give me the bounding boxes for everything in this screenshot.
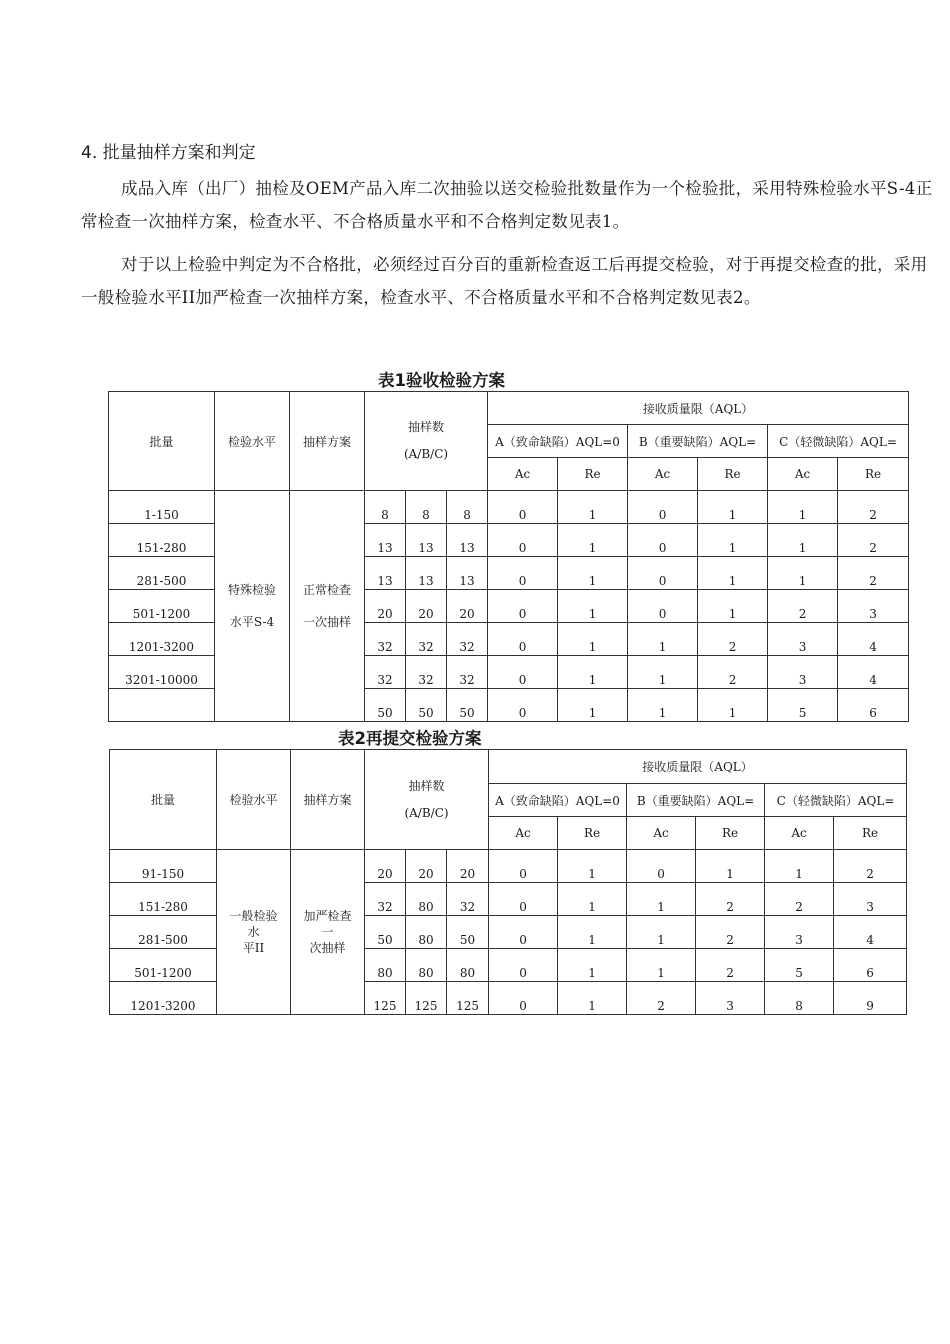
re-c-cell: 4 <box>838 623 909 656</box>
ac-c-cell: 5 <box>765 949 834 982</box>
ac-b-cell: 1 <box>628 656 698 689</box>
ac-a-cell: 0 <box>488 557 558 590</box>
ac-a-cell: 0 <box>489 916 558 949</box>
lot-size-cell: 501-1200 <box>109 590 215 623</box>
sample-a-cell: 13 <box>365 524 406 557</box>
sample-b-cell: 125 <box>406 982 447 1015</box>
re-b-cell: 1 <box>698 689 768 722</box>
sample-c-cell: 50 <box>447 916 489 949</box>
header-aql-b: B（重要缺陷）AQL= <box>628 425 768 458</box>
header-ac-c: Ac <box>768 458 838 491</box>
header-lot: 批量 <box>109 392 215 491</box>
header-aql: 接收质量限（AQL） <box>489 750 907 784</box>
lot-size-cell: 1-150 <box>109 491 215 524</box>
ac-b-cell: 0 <box>628 491 698 524</box>
re-c-cell: 4 <box>838 656 909 689</box>
re-a-cell: 1 <box>558 982 627 1015</box>
header-sample-label: 抽样数 <box>408 420 445 434</box>
merged-cell-line: 次抽样 <box>309 941 346 955</box>
sample-a-cell: 20 <box>365 590 406 623</box>
re-c-cell: 2 <box>838 524 909 557</box>
re-c-cell: 6 <box>834 949 907 982</box>
re-a-cell: 1 <box>558 949 627 982</box>
re-b-cell: 2 <box>698 623 768 656</box>
lot-size-cell <box>109 689 215 722</box>
lot-size-cell: 1201-3200 <box>109 623 215 656</box>
ac-b-cell: 1 <box>628 689 698 722</box>
header-aql-b: B（重要缺陷）AQL= <box>627 784 765 817</box>
sampling-plan-cell <box>290 491 365 722</box>
lot-size-cell: 1201-3200 <box>110 982 217 1015</box>
re-c-cell: 3 <box>838 590 909 623</box>
section-heading: 4. 批量抽样方案和判定 <box>81 143 256 163</box>
sample-c-cell: 20 <box>447 850 489 883</box>
merged-cell-line: 水平S-4 <box>229 615 275 629</box>
re-c-cell: 9 <box>834 982 907 1015</box>
lot-size-cell: 151-280 <box>109 524 215 557</box>
sample-b-cell: 50 <box>406 689 447 722</box>
sample-a-cell: 20 <box>365 850 406 883</box>
re-c-cell: 2 <box>838 491 909 524</box>
ac-a-cell: 0 <box>488 689 558 722</box>
header-sample-size <box>365 750 489 850</box>
lot-size-cell: 91-150 <box>110 850 217 883</box>
table-row <box>110 850 907 883</box>
merged-cell-line: 一 <box>321 925 334 939</box>
ac-a-cell: 0 <box>488 590 558 623</box>
re-a-cell: 1 <box>558 656 628 689</box>
header-ac-c: Ac <box>765 817 834 850</box>
sample-a-cell: 8 <box>365 491 406 524</box>
header-re-c: Re <box>838 458 909 491</box>
header-aql-a: A（致命缺陷）AQL=0 <box>488 425 628 458</box>
ac-a-cell: 0 <box>489 850 558 883</box>
sample-c-cell: 32 <box>447 883 489 916</box>
re-a-cell: 1 <box>558 850 627 883</box>
ac-c-cell: 1 <box>768 491 838 524</box>
sample-c-cell: 13 <box>447 524 488 557</box>
header-re-c: Re <box>834 817 907 850</box>
sample-c-cell: 20 <box>447 590 488 623</box>
sample-c-cell: 32 <box>447 623 488 656</box>
table2-caption: 表2再提交检验方案 <box>338 729 482 748</box>
re-a-cell: 1 <box>558 590 628 623</box>
header-aql-c: C（轻微缺陷）AQL= <box>765 784 907 817</box>
ac-c-cell: 8 <box>765 982 834 1015</box>
header-sample-abc: (A/B/C) <box>404 805 449 820</box>
ac-a-cell: 0 <box>489 883 558 916</box>
header-aql-a: A（致命缺陷）AQL=0 <box>489 784 627 817</box>
inspection-level-cell <box>215 491 290 722</box>
paragraph-2: 对于以上检验中判定为不合格批，必须经过百分百的重新检查返工后再提交检验，对于再提交检查的批，采用一般检验水平II加严检查一次抽样方案，检查水平、不合格质量水平和不合格判定数见表2。 <box>81 255 928 307</box>
ac-a-cell: 0 <box>489 949 558 982</box>
header-aql: 接收质量限（AQL） <box>488 392 909 425</box>
re-a-cell: 1 <box>558 524 628 557</box>
merged-cell-line: 一般检验 <box>229 909 278 923</box>
ac-c-cell: 2 <box>768 590 838 623</box>
re-c-cell: 2 <box>834 850 907 883</box>
re-c-cell: 4 <box>834 916 907 949</box>
lot-size-cell: 3201-10000 <box>109 656 215 689</box>
header-re-a: Re <box>558 458 628 491</box>
ac-b-cell: 1 <box>627 949 696 982</box>
sample-c-cell: 80 <box>447 949 489 982</box>
sample-c-cell: 8 <box>447 491 488 524</box>
lot-size-cell: 281-500 <box>110 916 217 949</box>
re-c-cell: 6 <box>838 689 909 722</box>
lot-size-cell: 151-280 <box>110 883 217 916</box>
header-aql-c: C（轻微缺陷）AQL= <box>768 425 909 458</box>
merged-cell-line: 水 <box>247 925 260 939</box>
lot-size-cell: 501-1200 <box>110 949 217 982</box>
acceptance-inspection-table <box>108 391 909 722</box>
table-row <box>109 491 909 524</box>
ac-a-cell: 0 <box>488 656 558 689</box>
sample-b-cell: 20 <box>406 850 447 883</box>
re-b-cell: 1 <box>698 590 768 623</box>
ac-c-cell: 3 <box>765 916 834 949</box>
ac-b-cell: 0 <box>628 590 698 623</box>
header-level: 检验水平 <box>217 750 291 850</box>
sample-c-cell: 125 <box>447 982 489 1015</box>
header-plan: 抽样方案 <box>291 750 365 850</box>
merged-cell-line: 加严检查 <box>303 909 352 923</box>
header-re-b: Re <box>696 817 765 850</box>
sample-a-cell: 13 <box>365 557 406 590</box>
header-ac-a: Ac <box>488 458 558 491</box>
sample-b-cell: 32 <box>406 656 447 689</box>
sample-b-cell: 80 <box>406 949 447 982</box>
ac-a-cell: 0 <box>489 982 558 1015</box>
re-a-cell: 1 <box>558 557 628 590</box>
sample-b-cell: 80 <box>406 883 447 916</box>
re-a-cell: 1 <box>558 623 628 656</box>
ac-b-cell: 0 <box>628 557 698 590</box>
table1-caption: 表1验收检验方案 <box>378 371 505 390</box>
header-re-a: Re <box>558 817 627 850</box>
header-sample-abc: (A/B/C) <box>403 447 449 461</box>
header-ac-b: Ac <box>628 458 698 491</box>
ac-c-cell: 3 <box>768 623 838 656</box>
lot-size-cell: 281-500 <box>109 557 215 590</box>
ac-b-cell: 1 <box>627 916 696 949</box>
paragraph-1: 成品入库（出厂）抽检及OEM产品入库二次抽验以送交检验批数量作为一个检验批，采用特殊检验水平S-4正常检查一次抽样方案，检查水平、不合格质量水平和不合格判定数见表1。 <box>81 179 933 231</box>
re-b-cell: 2 <box>696 949 765 982</box>
sample-a-cell: 125 <box>365 982 406 1015</box>
re-b-cell: 1 <box>696 850 765 883</box>
merged-cell-line: 正常检查 <box>302 583 351 597</box>
sample-a-cell: 32 <box>365 623 406 656</box>
inspection-level-cell <box>217 850 291 1015</box>
ac-a-cell: 0 <box>488 491 558 524</box>
header-ac-b: Ac <box>627 817 696 850</box>
re-b-cell: 2 <box>698 656 768 689</box>
sample-a-cell: 80 <box>365 949 406 982</box>
ac-b-cell: 0 <box>628 524 698 557</box>
ac-b-cell: 2 <box>627 982 696 1015</box>
header-plan: 抽样方案 <box>290 392 365 491</box>
ac-b-cell: 1 <box>628 623 698 656</box>
re-a-cell: 1 <box>558 491 628 524</box>
sampling-plan-cell <box>291 850 365 1015</box>
re-c-cell: 3 <box>834 883 907 916</box>
header-sample-size <box>365 392 488 491</box>
ac-c-cell: 1 <box>768 524 838 557</box>
ac-c-cell: 2 <box>765 883 834 916</box>
sample-b-cell: 32 <box>406 623 447 656</box>
re-b-cell: 3 <box>696 982 765 1015</box>
sample-a-cell: 50 <box>365 689 406 722</box>
ac-c-cell: 5 <box>768 689 838 722</box>
re-a-cell: 1 <box>558 689 628 722</box>
ac-c-cell: 1 <box>765 850 834 883</box>
merged-cell-line: 平II <box>242 941 265 955</box>
re-b-cell: 1 <box>698 557 768 590</box>
resubmission-inspection-table <box>109 749 907 1015</box>
sample-b-cell: 13 <box>406 557 447 590</box>
sample-a-cell: 50 <box>365 916 406 949</box>
sample-b-cell: 20 <box>406 590 447 623</box>
header-lot: 批量 <box>110 750 217 850</box>
ac-a-cell: 0 <box>488 623 558 656</box>
merged-cell-line: 特殊检验 <box>227 583 276 597</box>
re-b-cell: 1 <box>698 491 768 524</box>
sample-c-cell: 13 <box>447 557 488 590</box>
header-sample-label: 抽样数 <box>408 778 445 793</box>
header-level: 检验水平 <box>215 392 290 491</box>
sample-b-cell: 8 <box>406 491 447 524</box>
sample-c-cell: 32 <box>447 656 488 689</box>
ac-b-cell: 1 <box>627 883 696 916</box>
sample-a-cell: 32 <box>365 883 406 916</box>
re-b-cell: 2 <box>696 883 765 916</box>
sample-b-cell: 80 <box>406 916 447 949</box>
sample-c-cell: 50 <box>447 689 488 722</box>
re-a-cell: 1 <box>558 883 627 916</box>
re-c-cell: 2 <box>838 557 909 590</box>
re-b-cell: 2 <box>696 916 765 949</box>
ac-a-cell: 0 <box>488 524 558 557</box>
header-re-b: Re <box>698 458 768 491</box>
sample-a-cell: 32 <box>365 656 406 689</box>
sample-b-cell: 13 <box>406 524 447 557</box>
ac-c-cell: 3 <box>768 656 838 689</box>
re-a-cell: 1 <box>558 916 627 949</box>
re-b-cell: 1 <box>698 524 768 557</box>
merged-cell-line: 一次抽样 <box>302 615 351 629</box>
header-ac-a: Ac <box>489 817 558 850</box>
ac-c-cell: 1 <box>768 557 838 590</box>
ac-b-cell: 0 <box>627 850 696 883</box>
